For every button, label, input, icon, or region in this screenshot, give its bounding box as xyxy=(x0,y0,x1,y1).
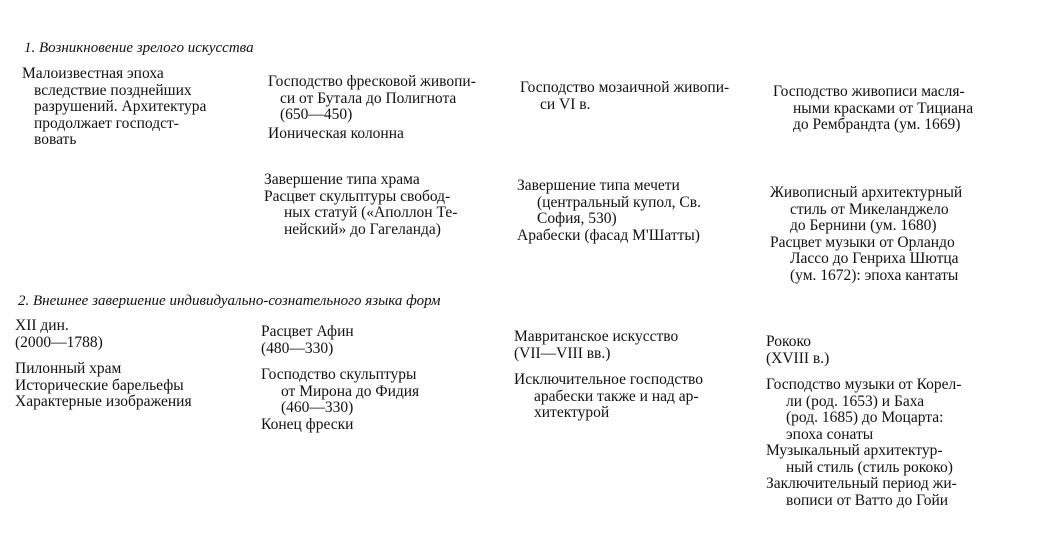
text-line: Мавританское искусство xyxy=(514,328,679,345)
text-line: (VII—VIII вв.) xyxy=(514,344,611,362)
text-line: Арабески (фасад М'Шатты) xyxy=(517,226,700,244)
text-line: Расцвет скульптуры свобод- xyxy=(264,187,451,205)
text-line: Господство скульптуры xyxy=(261,366,417,383)
text-line: ными красками от Тициана xyxy=(793,99,974,117)
text-line: Ионическая колонна xyxy=(268,124,404,142)
text-line: ли (род. 1653) и Баха xyxy=(786,392,925,410)
text-line: Исторические барельефы xyxy=(15,376,184,394)
text-line: Завершение типа мечети xyxy=(517,177,680,194)
text-line: Господство музыки от Корел- xyxy=(766,376,962,393)
section-1-title: 1. Возникновение зрелого искусства xyxy=(24,40,254,56)
s2-col2 xyxy=(261,324,419,433)
text-line: си VI в. xyxy=(540,95,591,113)
s2-col4 xyxy=(766,334,961,509)
s1-row1-col4 xyxy=(773,84,973,134)
text-line: Исключительное господство xyxy=(514,371,703,388)
s1-row2-col2 xyxy=(264,172,457,238)
text-line: Музыкальный архитектур- xyxy=(766,442,943,459)
text-line: от Мирона до Фидия xyxy=(281,382,420,400)
text-line: Рококо xyxy=(766,333,811,350)
text-line: ных статуй («Аполлон Те- xyxy=(284,204,458,221)
text-line: арабески также и над ар- xyxy=(534,387,699,405)
text-line: хитектурой xyxy=(534,404,610,421)
text-line: эпоха сонаты xyxy=(786,425,874,443)
s1-row1-col2 xyxy=(268,74,476,142)
text-line: (ум. 1672): эпоха кантаты xyxy=(790,266,959,284)
text-line: (650—450) xyxy=(280,106,353,123)
text-line: (центральный купол, Св. xyxy=(537,193,701,211)
text-line: (род. 1685) до Моцарта: xyxy=(786,409,944,426)
text-line: Господство живописи масля- xyxy=(773,83,965,100)
text-line: Пилонный храм xyxy=(15,360,122,377)
text-line: (480—330) xyxy=(261,339,334,357)
s1-row1-col1 xyxy=(22,66,206,149)
text-line: Характерные изображения xyxy=(15,393,192,410)
text-line: Малоизвестная эпоха xyxy=(22,65,164,82)
text-line: до Рембрандта (ум. 1669) xyxy=(793,116,961,133)
text-line: Лассо до Генриха Шютца xyxy=(790,250,959,267)
text-line: вовать xyxy=(34,131,77,148)
text-line: вописи от Ватто до Гойи xyxy=(786,491,949,509)
text-line: до Бернини (ум. 1680) xyxy=(790,217,937,234)
text-line: Господство мозаичной живопи- xyxy=(520,79,730,96)
text-line: продолжает господст- xyxy=(34,114,179,132)
text-line: XII дин. xyxy=(15,317,69,334)
text-line: Конец фрески xyxy=(261,415,354,433)
s1-row1-col3 xyxy=(520,80,729,113)
text-line: стиль от Микеланджело xyxy=(790,200,949,218)
s2-col1 xyxy=(15,318,192,411)
text-line: Расцвет Афин xyxy=(261,323,354,340)
text-line: вследствие позднейших xyxy=(34,81,192,99)
text-line: (XVIII в.) xyxy=(766,349,830,367)
text-line: (460—330) xyxy=(281,399,354,416)
s1-row2-col4 xyxy=(770,185,962,284)
text-line: ный стиль (стиль рококо) xyxy=(786,458,953,476)
text-line: Завершение типа храма xyxy=(264,171,420,188)
text-line: си от Бутала до Полигнота xyxy=(280,89,457,107)
section-2-title: 2. Внешнее завершение индивидуально-сознательного языка форм xyxy=(18,293,441,309)
text-line: Расцвет музыки от Орландо xyxy=(770,233,955,251)
text-line: Живописный архитектурный xyxy=(770,184,963,201)
text-line: Заключительный период жи- xyxy=(766,475,957,492)
text-line: разрушений. Архитектура xyxy=(34,98,207,115)
text-line: Господство фресковой живопи- xyxy=(268,73,476,90)
s1-row2-col3 xyxy=(517,178,701,244)
text-line: нейский» до Гагеланда) xyxy=(284,220,441,238)
s2-col3 xyxy=(514,329,703,422)
text-line: (2000—1788) xyxy=(15,333,103,351)
text-line: София, 530) xyxy=(537,210,617,227)
